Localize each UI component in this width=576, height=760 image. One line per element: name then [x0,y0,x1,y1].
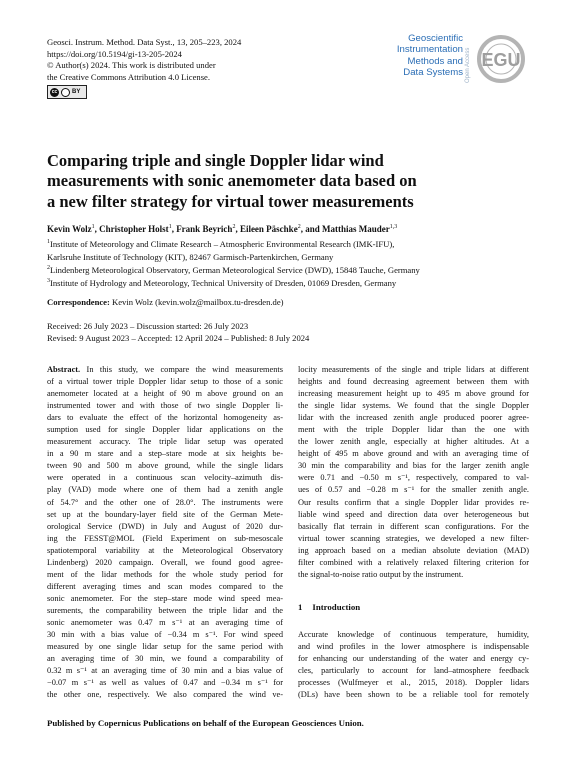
text-line [47,364,283,376]
text-line: liable wind speed and direction data over heterogeneous but [298,509,529,519]
publisher-footer: Published by Copernicus Publications on behalf of the European Geosciences Union. [47,718,364,728]
text-line: basically flat terrain in different scan configurations. For the [298,521,529,531]
egu-logo [476,34,532,84]
text-line: measurement accuracy. The triple lidar setup was operated [47,437,283,447]
text-line: Lindenberg) 2020 campaign. Overall, we found good agree- [47,557,283,567]
text-line: play (VAD) mode where one of them had a zenith angle [47,485,283,495]
text-line: filter combined with a relatively relaxed filtering criterion for [298,557,529,567]
text-line: heights and found decreasing agreement between them with [298,377,529,387]
text-line: sonic anemometer was 0.47 m s⁻¹ at an averaging time of [47,617,283,627]
introduction-text [298,629,529,701]
author-affiliation-number: 1 [168,224,172,230]
author-name: Eileen Päschke [239,224,298,234]
text-line: height of 495 m above ground and with an averaging time of [298,449,529,459]
license-line: the Creative Commons Attribution 4.0 License. [47,71,211,82]
text-line: the single lidar systems. We found that the single Doppler [298,401,529,411]
publication-dates [47,320,309,344]
journal-name-line: Methods and [407,55,463,67]
doi-link[interactable]: https://doi.org/10.5194/gi-13-205-2024 [47,48,182,59]
text-line: the signal-to-noise ratio output by the instrument. [298,569,464,579]
affiliation [47,276,527,289]
text-line: lidar with the increased zenith angle produced poorer agree- [298,413,529,423]
title-line: a new filter strategy for virtual tower measurements [47,191,414,211]
author-name: Frank Beyrich [176,224,233,234]
affiliation [47,263,527,276]
affiliation-number: 1 [47,239,50,245]
text-line: and wind profiles in the lower atmosphere is indispensable [298,642,529,652]
abstract-text: In this study, we compare the wind measurements [80,365,283,374]
correspondence-email[interactable]: Kevin Wolz (kevin.wolz@mailbox.tu-dresden.de) [112,297,284,307]
text-line: 30 min with a bias value of −0.34 m s⁻¹. For wind speed [47,630,283,640]
text-line: tween 90 and 500 m above ground, while the single lidars [47,461,283,471]
author-name: Kevin Wolz [47,224,92,234]
text-line: virtual tower scanning strategies, we developed a new filter- [298,533,529,543]
text-line: set up at the boundary-layer field site of the German Mete- [47,509,283,519]
journal-name [393,33,463,78]
text-line: ment with the triple Doppler lidar than the one with [298,425,529,435]
affiliation-list [47,237,527,289]
text-line: measured by one single lidar setup for the same period with [47,642,283,652]
section-heading [298,602,370,612]
affiliation-number: 2 [47,264,50,271]
journal-name-line: Geoscientific [408,33,463,44]
affiliation-text: Institute of Meteorology and Climate Research – Atmospheric Environmental Research (IMK-IFU), [50,238,395,249]
text-line: surements, the comparability between the triple lidar and the [47,605,283,615]
text-line: sonic anemometer. For the step–stare mode wind speed mea- [47,593,283,603]
paper-title [47,151,467,212]
person-icon [61,88,70,97]
title-line: measurements with sonic anemometer data based on [47,171,417,191]
author-affiliation-number: 2 [297,224,301,230]
text-line: an averaging time of 30 min, we found a comparability of [47,654,283,664]
abstract-left-column [47,364,283,701]
affiliation [47,250,527,263]
cc-license-badge[interactable] [47,85,87,99]
text-line: Our results confirm that a single Doppler lidar provides re- [298,497,529,507]
author-affiliation-number: 1 [91,224,95,230]
text-line: (DLs) have been shown to be a reliable tool for remotely [298,690,529,700]
text-line: anemometer located at a height of 90 m above ground on an [47,389,283,399]
affiliation-text: Institute of Hydrology and Meteorology, Technical University of Dresden, 01069 Dresden, Germany [50,277,397,288]
open-access-text: Open Access [465,47,471,83]
text-line: the lower zenith angle, especially at higher altitudes. At a [298,437,529,447]
text-line: ing the FESST@MOL (Field Experiment on sub-mesoscale [47,533,283,543]
text-line: instrumented tower and with those of two single Doppler li- [47,401,283,411]
text-line: ues of 0.57 and −0.28 m s⁻¹ for the smaller zenith angle. [298,485,529,495]
text-line: 30 min the comparability and bias for the larger zenith angle [298,461,529,471]
text-line: ment of the lidar methods for the whole study period for [47,569,283,579]
text-line: orological Service (DWD) in July and August of 2020 dur- [47,521,283,531]
text-line: of a virtual tower triple Doppler lidar setup to those of a sonic [47,377,283,387]
text-line: were 0.71 and −0.50 m s⁻¹, respectively, compared to val- [298,473,529,483]
journal-name-line: Data Systems [403,66,463,78]
abstract-right-column [298,364,529,581]
text-line: were operated in a continuous scan velocity–azimuth dis- [47,473,283,483]
dates-line: Revised: 9 August 2023 – Accepted: 12 April 2024 – Published: 8 July 2024 [47,333,310,343]
text-line: increasing measurement height up to 495 m above ground for [298,389,529,399]
correspondence-label: Correspondence: [47,297,110,307]
text-line: 0.32 m s⁻¹ at an averaging time of 30 min and a bias value of [47,666,283,676]
correspondence [47,297,284,307]
dates-line: Received: 26 July 2023 – Discussion started: 26 July 2023 [47,321,249,331]
author-name: Christopher Holst [99,224,169,234]
text-line: −0.07 m s⁻¹ as well as values of 0.47 and −0.34 m s⁻¹ for [47,678,283,688]
affiliation-number: 3 [47,277,50,284]
text-line: Accurate knowledge of continuous temperature, humidity, [298,630,529,639]
author-affiliation-number: 2 [232,224,236,230]
text-line: for enhancing our understanding of the water and energy cy- [298,654,529,664]
text-line: in a 90 m stare and a step–stare mode at six heights be- [47,449,283,459]
by-label: BY [72,89,81,95]
text-line: ing approach based on a median absolute deviation (MAD) [298,545,529,555]
text-line: sumption used for single Doppler lidar applications on the [47,425,283,435]
copyright-line: © Author(s) 2024. This work is distributed under [47,60,216,71]
author-affiliation-number: 1,3 [389,224,398,230]
open-access-label [462,33,472,85]
citation-block [47,37,287,83]
text-line: cles, particularly to account for land–atmosphere feedback [298,666,529,676]
section-title: Introduction [312,602,361,612]
abstract-label: Abstract. [47,365,81,374]
text-line: dars to evaluate the effect of the horizontal homogeneity as- [47,413,283,423]
text-line: different averaging times and scan modes compared to the [47,581,283,591]
author-name: Matthias Mauder [321,224,390,234]
cc-icon: cc [51,89,58,95]
citation-line: Geosci. Instrum. Method. Data Syst., 13, 205–223, 2024 [47,37,242,47]
text-line: processes (Wulfmeyer et al., 2015, 2018). Doppler lidars [298,678,529,688]
egu-logo-text: EGU [481,50,521,70]
affiliation-text: Karlsruhe Institute of Technology (KIT), 82467 Garmisch-Partenkirchen, Germany [47,251,334,262]
affiliation [47,237,527,250]
affiliation-text: Lindenberg Meteorological Observatory, German Meteorological Service (DWD), 15848 Tauche, Germany [50,264,420,275]
title-line: Comparing triple and single Doppler lidar wind [47,151,384,170]
section-number: 1 [298,602,303,612]
author-list: Kevin Wolz$^1$, Christopher Holst$^1$, Frank Beyrich$^2$, Eileen Päschke$^2$, and Matthias Mauder$^{1,3}$ [47,224,398,234]
journal-name-line: Instrumentation [396,44,463,56]
text-line: the other one, respectively. We also compared the wind ve- [47,690,283,700]
text-line: spatiotemporal variability at the Meteorological Observatory [47,545,283,555]
text-line: of 54.7° and the other one of 28.0°. The instruments were [47,497,283,507]
text-line: locity measurements of the single and triple lidars at different [298,365,529,374]
